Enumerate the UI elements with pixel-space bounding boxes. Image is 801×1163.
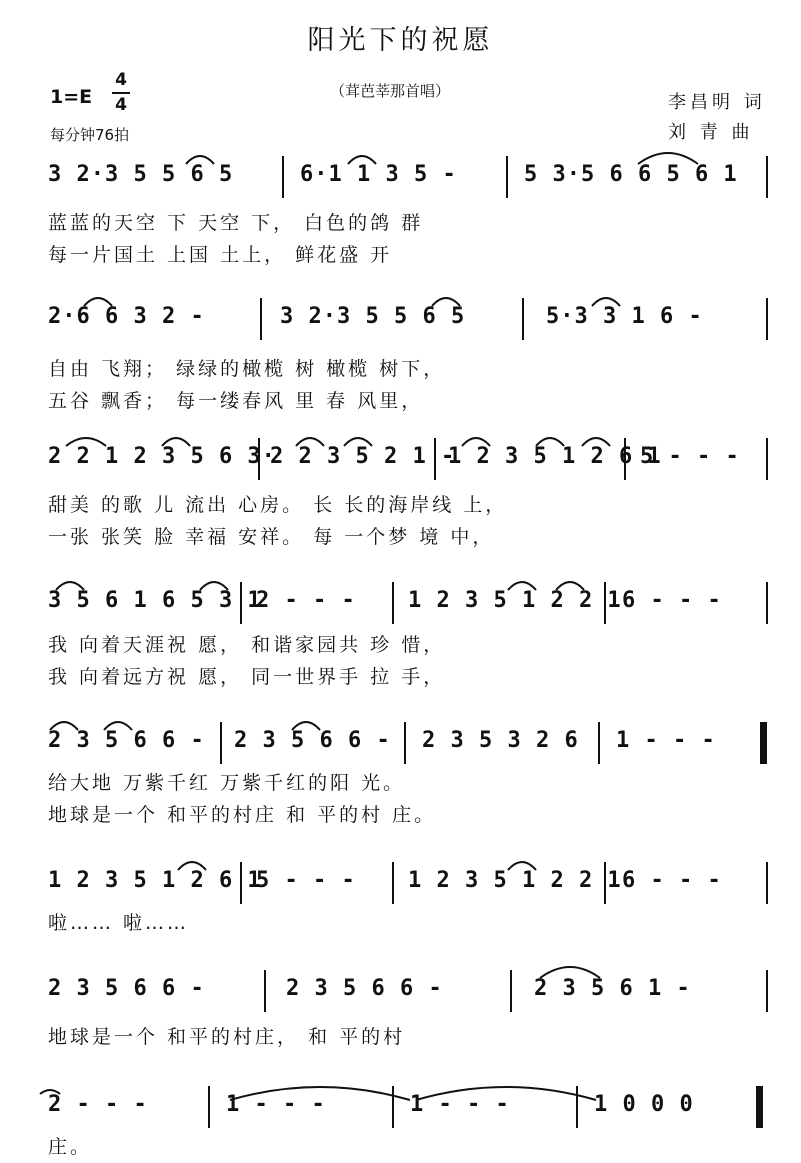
song-title: 阳光下的祝愿 [307,25,494,56]
time-signature-divider [112,92,130,94]
measure-2-3: 5·3 3 1 6 - [546,304,703,329]
lyric-verse-1: 甜美 的歌 儿 流出 心房。 长 长的海岸线 上， [48,494,508,516]
barline [240,582,242,624]
measure-1-3: 5 3·5 6 6 5 6 1 [524,162,738,187]
lyric-verse-2: 每一片国土 上国 土上， 鲜花盛 开 [48,244,393,266]
measure-3-1: 2 2 1 2 3 5 6 3· [48,444,276,469]
lyric-verse-1: 地球是一个 和平的村庄， 和 平的村 [48,1026,406,1048]
barline [392,1086,394,1128]
lyric-verse-2: 五谷 飘香； 每一缕春风 里 春 风里， [48,390,424,412]
barline [208,1086,210,1128]
barline [766,156,768,198]
key-signature: 1=E [50,86,93,108]
barline [220,722,222,764]
lyric-verse-2: 地球是一个 和平的村庄 和 平的村 庄。 [48,804,437,826]
barline [766,438,768,480]
final-barline [756,1086,763,1128]
measure-4-3: 1 2 3 5 1 2 2 1 [408,588,622,613]
measure-2-2: 3 2·3 5 5 6 5 [280,304,466,329]
measure-2-1: 2·6 6 3 2 - [48,304,205,329]
lyric-verse-1: 自由 飞翔； 绿绿的橄榄 树 橄榄 树下， [48,358,446,380]
measure-1-2: 6·1 1 3 5 - [300,162,457,187]
measure-3-2: 2 2 3 5 2 1 - [270,444,456,469]
measure-5-3: 2 3 5 3 2 6 [422,728,579,753]
repeat-end-barline [760,722,767,764]
measure-8-2: 1 - - - [226,1092,326,1117]
barline [282,156,284,198]
time-signature [112,70,130,116]
measure-7-2: 2 3 5 6 6 - [286,976,443,1001]
barline [766,970,768,1012]
lyric-verse-1: 庄。 [48,1136,93,1158]
barline [264,970,266,1012]
lyric-verse-1: 我 向着天涯祝 愿， 和谐家园共 珍 惜， [48,634,446,656]
measure-6-2: 5 - - - [256,868,356,893]
lyric-verse-1: 给大地 万紫千红 万紫千红的阳 光。 [48,772,406,794]
barline [598,722,600,764]
measure-5-1: 2 3 5 6 6 - [48,728,205,753]
measure-8-1: 2 - - - [48,1092,148,1117]
tempo-marking: 每分钟76拍 [50,126,130,144]
barline [522,298,524,340]
barline [766,862,768,904]
barline [510,970,512,1012]
barline [576,1086,578,1128]
barline [392,582,394,624]
lyric-verse-1: 蓝蓝的天空 下 天空 下， 白色的鸽 群 [48,212,424,234]
measure-5-4: 1 - - - [616,728,716,753]
barline [258,438,260,480]
song-subtitle: （茸芭莘那首唱） [330,82,451,100]
barline [624,438,626,480]
barline [240,862,242,904]
lyric-verse-2: 我 向着远方祝 愿， 同一世界手 拉 手， [48,666,446,688]
lyric-verse-1: 啦…… 啦…… [48,912,190,934]
time-signature-bottom: 4 [115,95,127,115]
measure-6-4: 6 - - - [622,868,722,893]
measure-4-1: 3 5 6 1 6 5 3 1 [48,588,262,613]
lyric-verse-2: 一张 张笑 脸 幸福 安祥。 每 一个梦 境 中， [48,526,495,548]
composer-credit: 刘 青 曲 [668,122,754,143]
barline [434,438,436,480]
measure-1-1: 3 2·3 5 5 6 5 [48,162,234,187]
time-signature-top: 4 [115,70,127,90]
barline [766,582,768,624]
lyricist-credit: 李昌明 词 [668,92,766,113]
barline [260,298,262,340]
measure-4-2: 2 - - - [256,588,356,613]
barline [766,298,768,340]
measure-8-4: 1 0 0 0 [594,1092,694,1117]
measure-8-3: 1 - - - [410,1092,510,1117]
measure-5-2: 2 3 5 6 6 - [234,728,391,753]
measure-6-3: 1 2 3 5 1 2 2 1 [408,868,622,893]
barline [604,862,606,904]
measure-7-1: 2 3 5 6 6 - [48,976,205,1001]
barline [404,722,406,764]
measure-4-4: 6 - - - [622,588,722,613]
barline [604,582,606,624]
measure-6-1: 1 2 3 5 1 2 6 1 [48,868,262,893]
barline [392,862,394,904]
measure-3-4: 5 - - - [640,444,740,469]
measure-3-3: 1 2 3 5 1 2 6 1 [448,444,662,469]
measure-7-3: 2 3 5 6 1 - [534,976,691,1001]
barline [506,156,508,198]
